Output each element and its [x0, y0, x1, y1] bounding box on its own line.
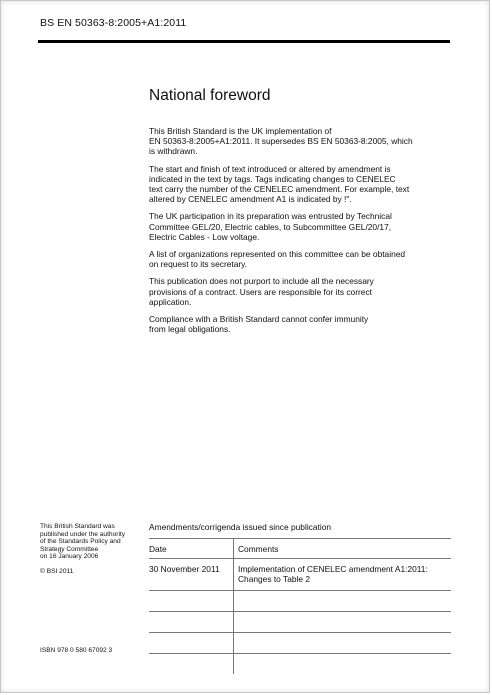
empty-cell [149, 633, 234, 654]
page-title: National foreword [149, 87, 271, 104]
table-row [149, 612, 451, 633]
table-row [149, 654, 451, 675]
table-row [149, 591, 451, 612]
document-id: BS EN 50363-8:2005+A1:2011 [40, 17, 187, 29]
paragraph-organizations: A list of organizations represented on this committee can be obtained on request to its secretary. [149, 249, 406, 270]
paragraph-amendment-tags: The start and finish of text introduced or altered by amendment is indicated in the text by tags. Tags indicating changes to CENELEC text carry the number of the CENELEC amendment. For example, text altered by CENELEC amendment A1 is indicated by !". [149, 163, 410, 205]
table-row [149, 559, 451, 591]
comments-column-header: Comments [234, 539, 452, 559]
table-header-row [149, 539, 451, 559]
paragraph-compliance: Compliance with a British Standard cannot confer immunity from legal obligations. [149, 314, 369, 335]
empty-cell [234, 612, 452, 633]
paragraph-uk-participation: The UK participation in its preparation was entrusted by Technical Committee GEL/20, Electric cables, to Subcommittee GEL/20/17, Electric Cables - Low voltage. [149, 211, 392, 242]
empty-cell [149, 591, 234, 612]
foreword-body [149, 126, 449, 341]
date-column-header: Date [149, 539, 234, 559]
amendment-comments: Implementation of CENELEC amendment A1:2011: Changes to Table 2 [234, 559, 452, 591]
header-rule [38, 40, 450, 43]
publication-note [40, 523, 140, 576]
approval-statement: This British Standard was published under the authority of the Standards Policy and Strategy Committee on 16 January 2006 [40, 523, 126, 561]
amendments-table [149, 538, 451, 674]
amendment-date: 30 November 2011 [149, 559, 234, 591]
empty-cell [234, 633, 452, 654]
copyright-notice: © BSI 2011 [40, 567, 74, 575]
paragraph-contract: This publication does not purport to include all the necessary provisions of a contract. Users are responsible for its correct application. [149, 276, 374, 307]
table-row [149, 633, 451, 654]
empty-cell [149, 654, 234, 675]
empty-cell [149, 612, 234, 633]
amendments-caption: Amendments/corrigenda issued since publication [149, 522, 332, 532]
isbn-number: ISBN 978 0 580 67092 3 [40, 647, 113, 654]
empty-cell [234, 654, 452, 675]
empty-cell [234, 591, 452, 612]
paragraph-implementation: This British Standard is the UK implementation of EN 50363-8:2005+A1:2011. It supersedes BS EN 50363-8:2005, which is withdrawn. [149, 126, 413, 157]
